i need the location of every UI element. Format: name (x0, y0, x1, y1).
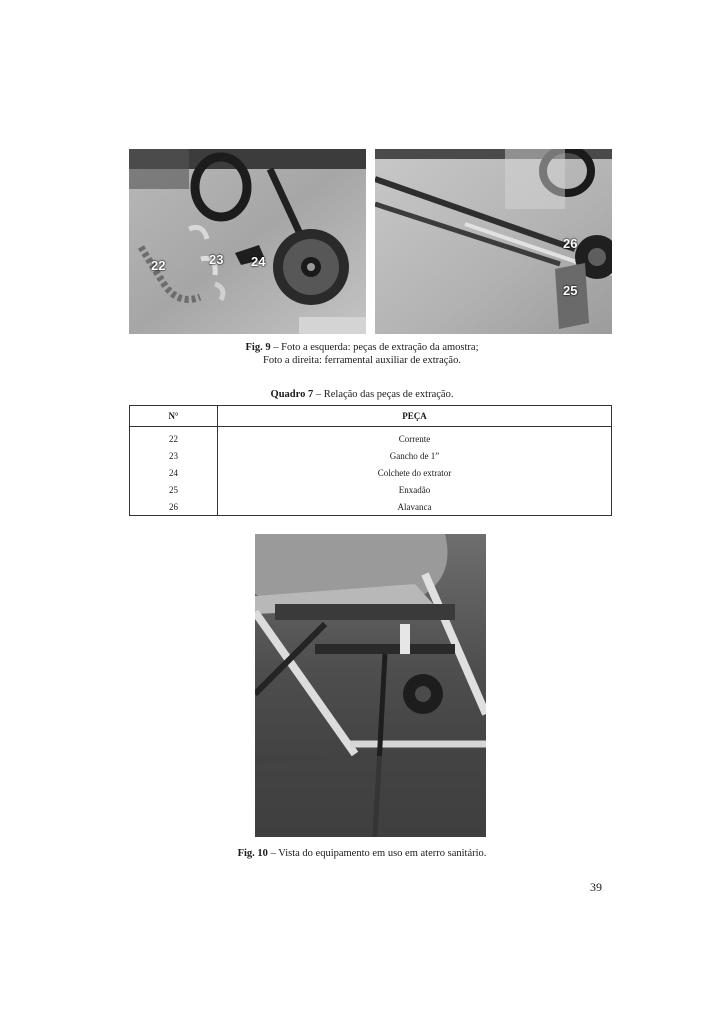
parts-table (129, 405, 612, 516)
table-row (130, 464, 612, 481)
fig9-caption-line2: Foto a direita: ferramental auxiliar de extração. (263, 355, 461, 366)
fig9-label-23: 23 (209, 252, 224, 267)
table-row (130, 447, 612, 464)
row-number: 22 (130, 427, 218, 448)
fig10-caption (0, 847, 724, 860)
header-part: PEÇA (218, 406, 612, 427)
table-row (130, 427, 612, 448)
fig9-label-26: 26 (563, 236, 578, 251)
table-title-text: – Relação das peças de extração. (313, 389, 454, 400)
fig9-label-22: 22 (151, 258, 166, 273)
header-number: N° (130, 406, 218, 427)
row-part: Colchete do extrator (377, 467, 452, 478)
fig9-caption (0, 341, 724, 367)
row-part: Alavanca (397, 501, 432, 512)
table-title-prefix: Quadro 7 (270, 389, 314, 400)
fig9-caption-line1: – Foto a esquerda: peças de extração da amostra; (270, 342, 479, 353)
row-number: 24 (130, 464, 218, 481)
fig9-left-photo (129, 149, 366, 334)
row-number: 23 (130, 447, 218, 464)
row-part: Gancho de 1” (389, 450, 440, 461)
row-number: 25 (130, 481, 218, 498)
fig10-photo (255, 534, 486, 837)
table-row (130, 498, 612, 516)
fig10-caption-prefix: Fig. 10 (237, 848, 268, 859)
fig10-caption-text: – Vista do equipamento em uso em aterro sanitário. (267, 848, 487, 859)
row-part: Corrente (398, 433, 431, 444)
table-row (130, 481, 612, 498)
table-title (0, 388, 724, 401)
page-number: 39 (590, 880, 602, 894)
fig9-label-25: 25 (563, 283, 578, 298)
row-number: 26 (130, 498, 218, 516)
row-part: Enxadão (398, 484, 431, 495)
fig9-caption-prefix: Fig. 9 (245, 342, 271, 353)
fig9-label-24: 24 (251, 254, 266, 269)
table-header-row (130, 406, 612, 427)
